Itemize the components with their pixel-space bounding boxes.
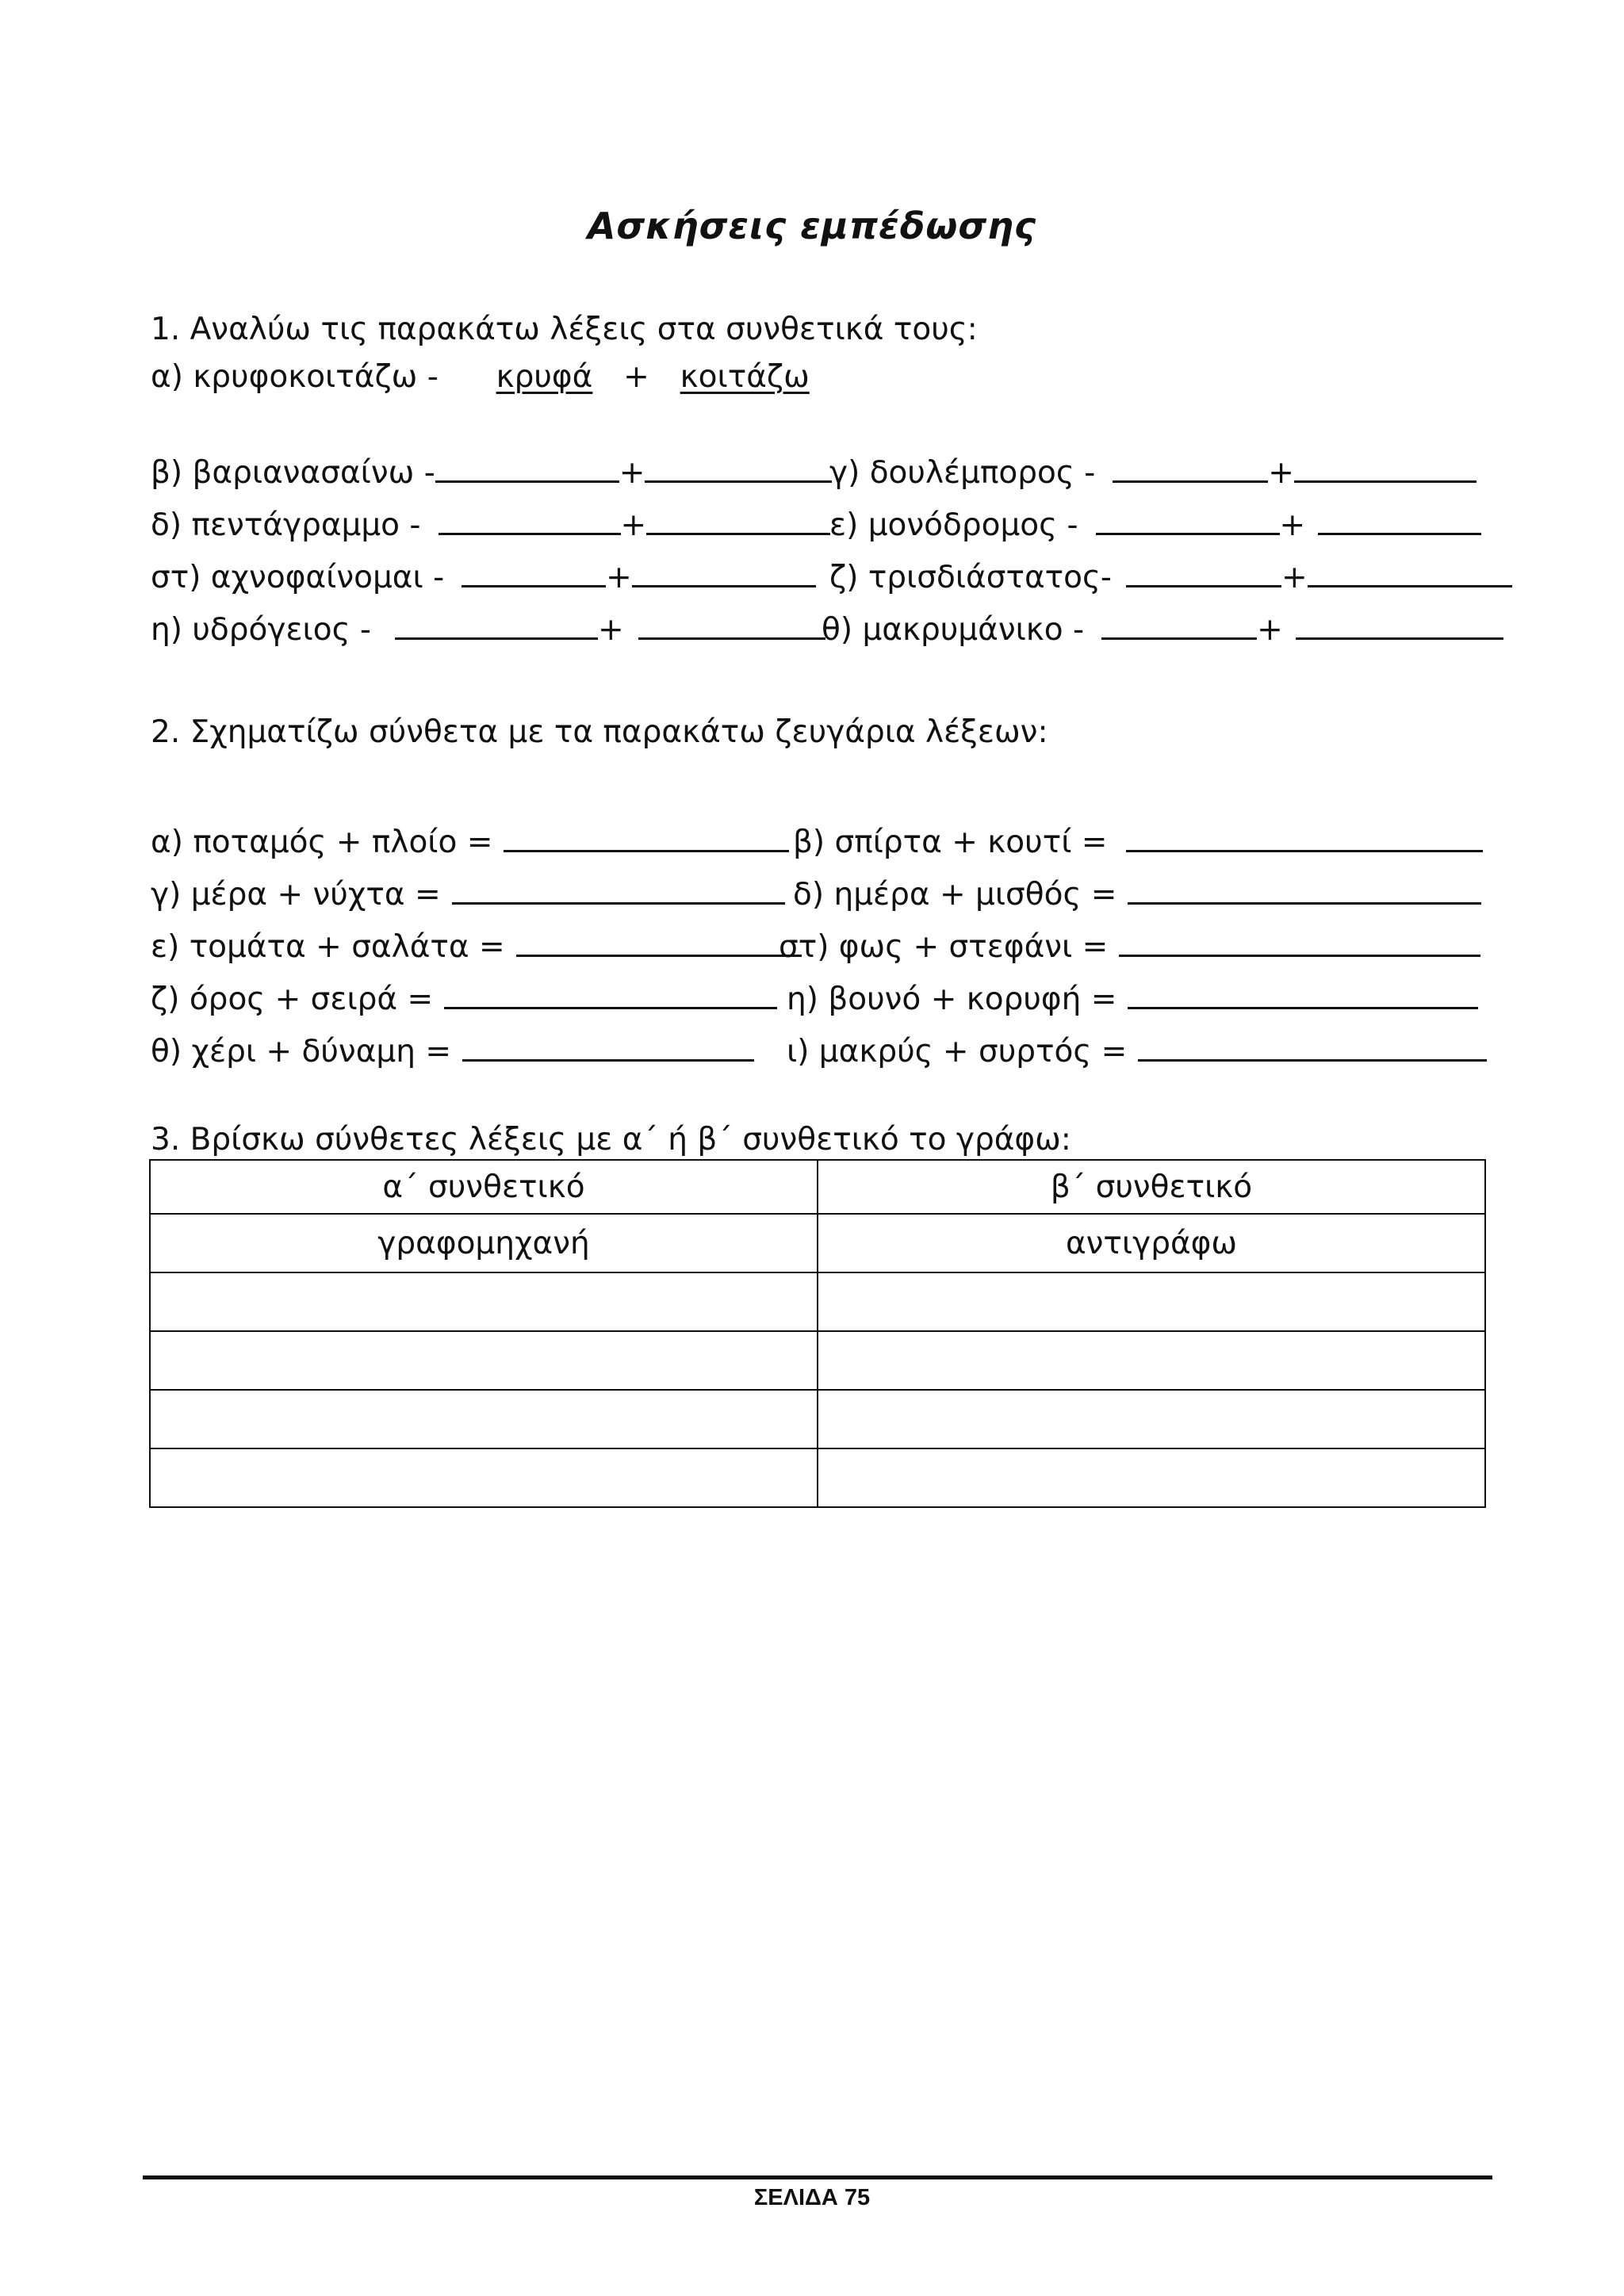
- ex2-item-i: [787, 1031, 1487, 1071]
- blank-line[interactable]: [462, 1031, 754, 1062]
- table-header-row: [150, 1160, 1485, 1214]
- blank-line[interactable]: [1096, 504, 1280, 535]
- ex2-item-st: [779, 926, 1480, 966]
- ex2-item-th-label: θ) χέρι + δύναμη =: [151, 1034, 452, 1070]
- footer-divider: [143, 2175, 1492, 2179]
- empty-cell[interactable]: [818, 1272, 1485, 1331]
- table-row: [150, 1272, 1485, 1331]
- ex2-item-e: [151, 926, 802, 966]
- blank-line[interactable]: [1138, 1031, 1487, 1062]
- ex2-item-z: [151, 978, 777, 1019]
- empty-cell[interactable]: [818, 1390, 1485, 1448]
- ex1-item-c-label: γ) δουλέμπορος -: [829, 455, 1096, 491]
- empty-cell[interactable]: [150, 1331, 818, 1390]
- blank-line[interactable]: [1113, 452, 1268, 483]
- blank-line[interactable]: [1126, 821, 1483, 852]
- plus-sign: +: [1279, 507, 1306, 543]
- ex1-item-st: [151, 557, 816, 597]
- plus-sign: +: [1257, 612, 1283, 648]
- ex1-item-th-label: θ) μακρυμάνικο -: [822, 612, 1085, 648]
- ex1-item-st-label: στ) αχνοφαίνομαι -: [151, 560, 445, 595]
- ex2-item-i-label: ι) μακρύς + συρτός =: [787, 1034, 1128, 1070]
- blank-line[interactable]: [1119, 926, 1480, 957]
- ex1-item-th: [822, 609, 1503, 649]
- ex2-item-z-label: ζ) όρος + σειρά =: [151, 982, 434, 1017]
- table-row: [150, 1390, 1485, 1448]
- ex2-item-d-label: δ) ημέρα + μισθός =: [793, 877, 1117, 913]
- blank-line[interactable]: [435, 452, 619, 483]
- blank-line[interactable]: [646, 504, 830, 535]
- blank-line[interactable]: [1318, 504, 1481, 535]
- empty-cell[interactable]: [150, 1272, 818, 1331]
- blank-line[interactable]: [645, 452, 832, 483]
- blank-line[interactable]: [1296, 609, 1503, 640]
- page-title: Ασκήσεις εμπέδωσης: [587, 205, 1037, 247]
- column-a-header: α΄ συνθετικό: [150, 1160, 818, 1214]
- ex2-item-a: [151, 821, 789, 862]
- table-row: [150, 1214, 1485, 1272]
- ex2-item-h-label: η) βουνό + κορυφή =: [787, 982, 1117, 1017]
- ex2-item-c: [151, 874, 785, 914]
- ex2-item-c-label: γ) μέρα + νύχτα =: [151, 877, 441, 913]
- ex1-item-h-label: η) υδρόγειος -: [151, 612, 371, 648]
- example-part-2: κοιτάζω: [680, 359, 810, 395]
- ex1-item-z: [829, 557, 1512, 597]
- ex1-item-e: [829, 504, 1481, 545]
- ex2-item-b: [793, 821, 1483, 862]
- example-cell-a: γραφομηχανή: [150, 1214, 818, 1272]
- blank-line[interactable]: [1126, 557, 1281, 587]
- plus-sign: +: [606, 560, 632, 595]
- ex2-item-th: [151, 1031, 754, 1071]
- plus-sign: +: [597, 612, 624, 648]
- page-number: ΣΕΛΙΔΑ 75: [753, 2185, 871, 2210]
- example-cell-b: αντιγράφω: [818, 1214, 1485, 1272]
- ex2-item-st-label: στ) φως + στεφάνι =: [779, 929, 1109, 965]
- exercise-3-heading: 3. Βρίσκω σύνθετες λέξεις με α΄ ή β΄ συνθετικό το γράφω:: [151, 1122, 1071, 1158]
- empty-cell[interactable]: [818, 1448, 1485, 1507]
- blank-line[interactable]: [504, 821, 789, 852]
- blank-line[interactable]: [462, 557, 606, 587]
- blank-line[interactable]: [439, 504, 621, 535]
- plus-sign: +: [1268, 455, 1294, 491]
- ex1-item-h: [151, 609, 825, 649]
- plus-sign: +: [1281, 560, 1308, 595]
- exercise-2-heading: 2. Σχηματίζω σύνθετα με τα παρακάτω ζευγάρια λέξεων:: [151, 714, 1048, 750]
- exercise-1-heading: 1. Αναλύω τις παρακάτω λέξεις στα συνθετικά τους:: [151, 312, 978, 347]
- ex1-item-e-label: ε) μονόδρομος -: [829, 507, 1078, 543]
- compound-words-table: [149, 1159, 1486, 1508]
- plus-sign: +: [620, 507, 647, 543]
- ex2-item-h: [787, 978, 1478, 1019]
- blank-line[interactable]: [452, 874, 785, 905]
- example-label: α) κρυφοκοιτάζω -: [151, 359, 439, 395]
- ex1-item-b: [151, 452, 832, 492]
- blank-line[interactable]: [1101, 609, 1257, 640]
- blank-line[interactable]: [1308, 557, 1512, 587]
- ex1-item-b-label: β) βαριανασαίνω -: [151, 455, 435, 491]
- blank-line[interactable]: [516, 926, 802, 957]
- example-plus: +: [623, 359, 649, 395]
- ex1-item-d: [151, 504, 830, 545]
- blank-line[interactable]: [1128, 874, 1481, 905]
- blank-line[interactable]: [444, 978, 777, 1009]
- ex2-item-b-label: β) σπίρτα + κουτί =: [793, 825, 1108, 860]
- column-b-header: β΄ συνθετικό: [818, 1160, 1485, 1214]
- example-part-1: κρυφά: [496, 359, 593, 395]
- blank-line[interactable]: [638, 609, 825, 640]
- empty-cell[interactable]: [150, 1448, 818, 1507]
- ex2-item-d: [793, 874, 1481, 914]
- blank-line[interactable]: [632, 557, 816, 587]
- empty-cell[interactable]: [150, 1390, 818, 1448]
- plus-sign: +: [619, 455, 645, 491]
- ex2-item-a-label: α) ποταμός + πλοίο =: [151, 825, 493, 860]
- ex2-item-e-label: ε) τομάτα + σαλάτα =: [151, 929, 505, 965]
- blank-line[interactable]: [1128, 978, 1478, 1009]
- ex1-item-d-label: δ) πεντάγραμμο -: [151, 507, 421, 543]
- blank-line[interactable]: [1294, 452, 1477, 483]
- ex1-item-c: [829, 452, 1477, 492]
- table-row: [150, 1331, 1485, 1390]
- empty-cell[interactable]: [818, 1331, 1485, 1390]
- blank-line[interactable]: [395, 609, 598, 640]
- table-row: [150, 1448, 1485, 1507]
- exercise-1-example: [151, 358, 810, 396]
- ex1-item-z-label: ζ) τρισδιάστατος-: [829, 560, 1112, 595]
